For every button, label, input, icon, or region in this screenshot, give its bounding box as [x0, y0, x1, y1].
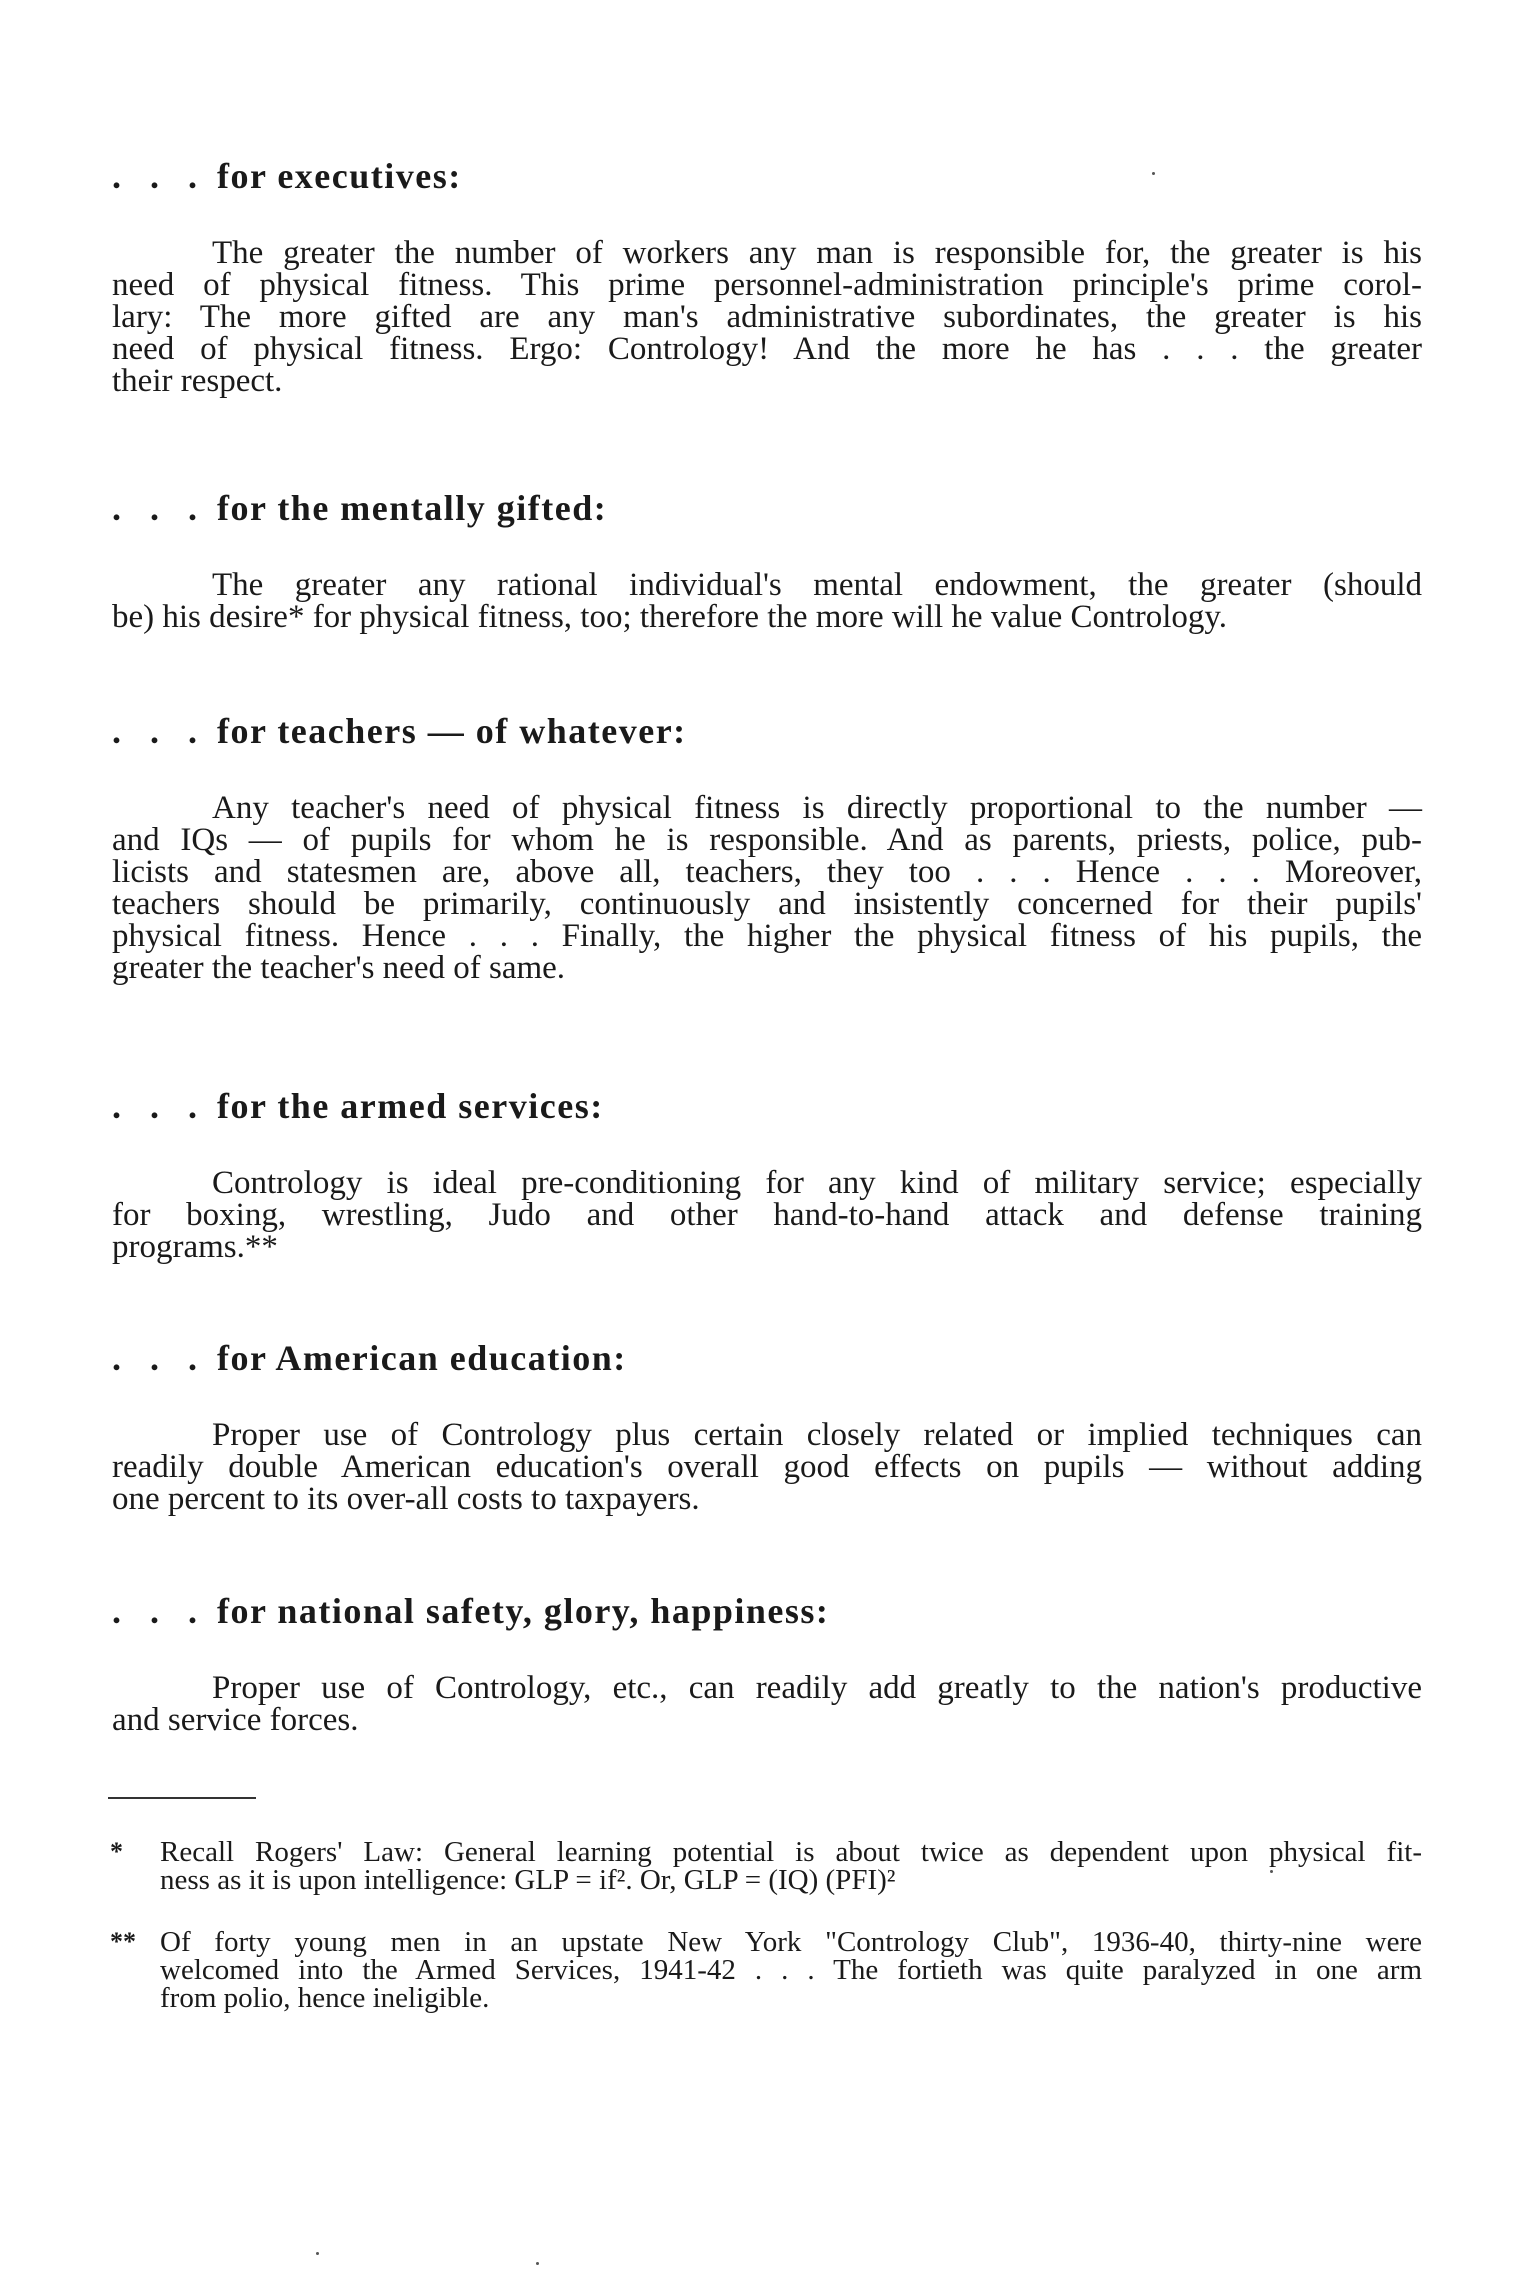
section-paragraph	[112, 792, 1422, 984]
paragraph-line: need of physical fitness. This prime personnel-administration principle's prime corol-	[112, 267, 1422, 303]
heading-ellipsis: . . .	[112, 711, 207, 751]
paragraph-line: programs.**	[112, 1229, 278, 1265]
footnote-body	[112, 1928, 1422, 2012]
section-executives	[112, 155, 1422, 397]
footnote-line: ness as it is upon intelligence: GLP = if². Or, GLP = (IQ) (PFI)²	[160, 1864, 896, 1896]
footnote-body	[112, 1838, 1422, 1894]
heading-ellipsis: . . .	[112, 1338, 207, 1378]
scan-speck	[316, 2252, 319, 2255]
scan-speck	[1270, 1870, 1273, 1873]
paragraph-line: licists and statesmen are, above all, teachers, they too . . . Hence . . . Moreover,	[112, 854, 1422, 890]
footnote-double-asterisk	[112, 1928, 1422, 2012]
section-heading	[112, 710, 1422, 752]
paragraph-line: readily double American education's overall good effects on pupils — without adding	[112, 1449, 1422, 1485]
section-paragraph	[112, 569, 1422, 633]
section-paragraph	[112, 237, 1422, 397]
paragraph-line: for boxing, wrestling, Judo and other hand-to-hand attack and defense training	[112, 1197, 1422, 1233]
heading-text: for teachers — of whatever:	[217, 711, 687, 751]
footnote-line: from polio, hence ineligible.	[160, 1982, 490, 2014]
paragraph-line: need of physical fitness. Ergo: Contrology! And the more he has . . . the greater	[112, 331, 1422, 367]
section-armed-services	[112, 1085, 1422, 1263]
paragraph-line: teachers should be primarily, continuously and insistently concerned for their pupils'	[112, 886, 1422, 922]
heading-text: for the mentally gifted:	[217, 488, 608, 528]
paragraph-line: and service forces.	[112, 1702, 359, 1738]
footnote-line: welcomed into the Armed Services, 1941-42 . . . The fortieth was quite paralyzed in one arm	[160, 1954, 1422, 1986]
paragraph-line: Proper use of Contrology plus certain closely related or implied techniques can	[212, 1417, 1422, 1453]
section-paragraph	[112, 1672, 1422, 1736]
paragraph-line: physical fitness. Hence . . . Finally, the higher the physical fitness of his pupils, the	[112, 918, 1422, 954]
heading-ellipsis: . . .	[112, 488, 207, 528]
paragraph-line: be) his desire* for physical fitness, too; therefore the more will he value Contrology.	[112, 599, 1227, 635]
footnote-line: Of forty young men in an upstate New York "Contrology Club", 1936-40, thirty-nine were	[160, 1926, 1422, 1958]
paragraph-line: greater the teacher's need of same.	[112, 950, 566, 986]
heading-text: for American education:	[217, 1338, 627, 1378]
footnote-mark: *	[110, 1837, 123, 1866]
section-heading	[112, 1337, 1422, 1379]
heading-text: for the armed services:	[217, 1086, 604, 1126]
scan-speck	[536, 2262, 539, 2265]
paragraph-line: Any teacher's need of physical fitness is directly proportional to the number —	[212, 790, 1422, 826]
footnote-single-asterisk	[112, 1838, 1422, 1894]
heading-ellipsis: . . .	[112, 156, 207, 196]
section-paragraph	[112, 1419, 1422, 1515]
heading-text: for executives:	[217, 156, 462, 196]
paragraph-line: their respect.	[112, 363, 283, 399]
paragraph-line: and IQs — of pupils for whom he is responsible. And as parents, priests, police, pub-	[112, 822, 1422, 858]
paragraph-line: lary: The more gifted are any man's administrative subordinates, the greater is his	[112, 299, 1422, 335]
footnote-divider	[108, 1797, 256, 1799]
heading-ellipsis: . . .	[112, 1591, 207, 1631]
section-mentally-gifted	[112, 487, 1422, 633]
section-paragraph	[112, 1167, 1422, 1263]
section-national-safety	[112, 1590, 1422, 1736]
section-american-education	[112, 1337, 1422, 1515]
footnote-line: Recall Rogers' Law: General learning potential is about twice as dependent upon physical fit-	[160, 1836, 1422, 1868]
paragraph-line: The greater any rational individual's mental endowment, the greater (should	[212, 567, 1422, 603]
footnote-mark: **	[110, 1927, 136, 1956]
section-heading	[112, 1590, 1422, 1632]
paragraph-line: Proper use of Contrology, etc., can readily add greatly to the nation's productive	[212, 1670, 1422, 1706]
section-teachers	[112, 710, 1422, 984]
scan-speck	[1152, 172, 1155, 175]
paragraph-line: Contrology is ideal pre-conditioning for any kind of military service; especially	[212, 1165, 1422, 1201]
heading-text: for national safety, glory, happiness:	[217, 1591, 830, 1631]
section-heading	[112, 487, 1422, 529]
section-heading	[112, 155, 1422, 197]
paragraph-line: The greater the number of workers any man is responsible for, the greater is his	[212, 235, 1422, 271]
paragraph-line: one percent to its over-all costs to taxpayers.	[112, 1481, 700, 1517]
section-heading	[112, 1085, 1422, 1127]
heading-ellipsis: . . .	[112, 1086, 207, 1126]
